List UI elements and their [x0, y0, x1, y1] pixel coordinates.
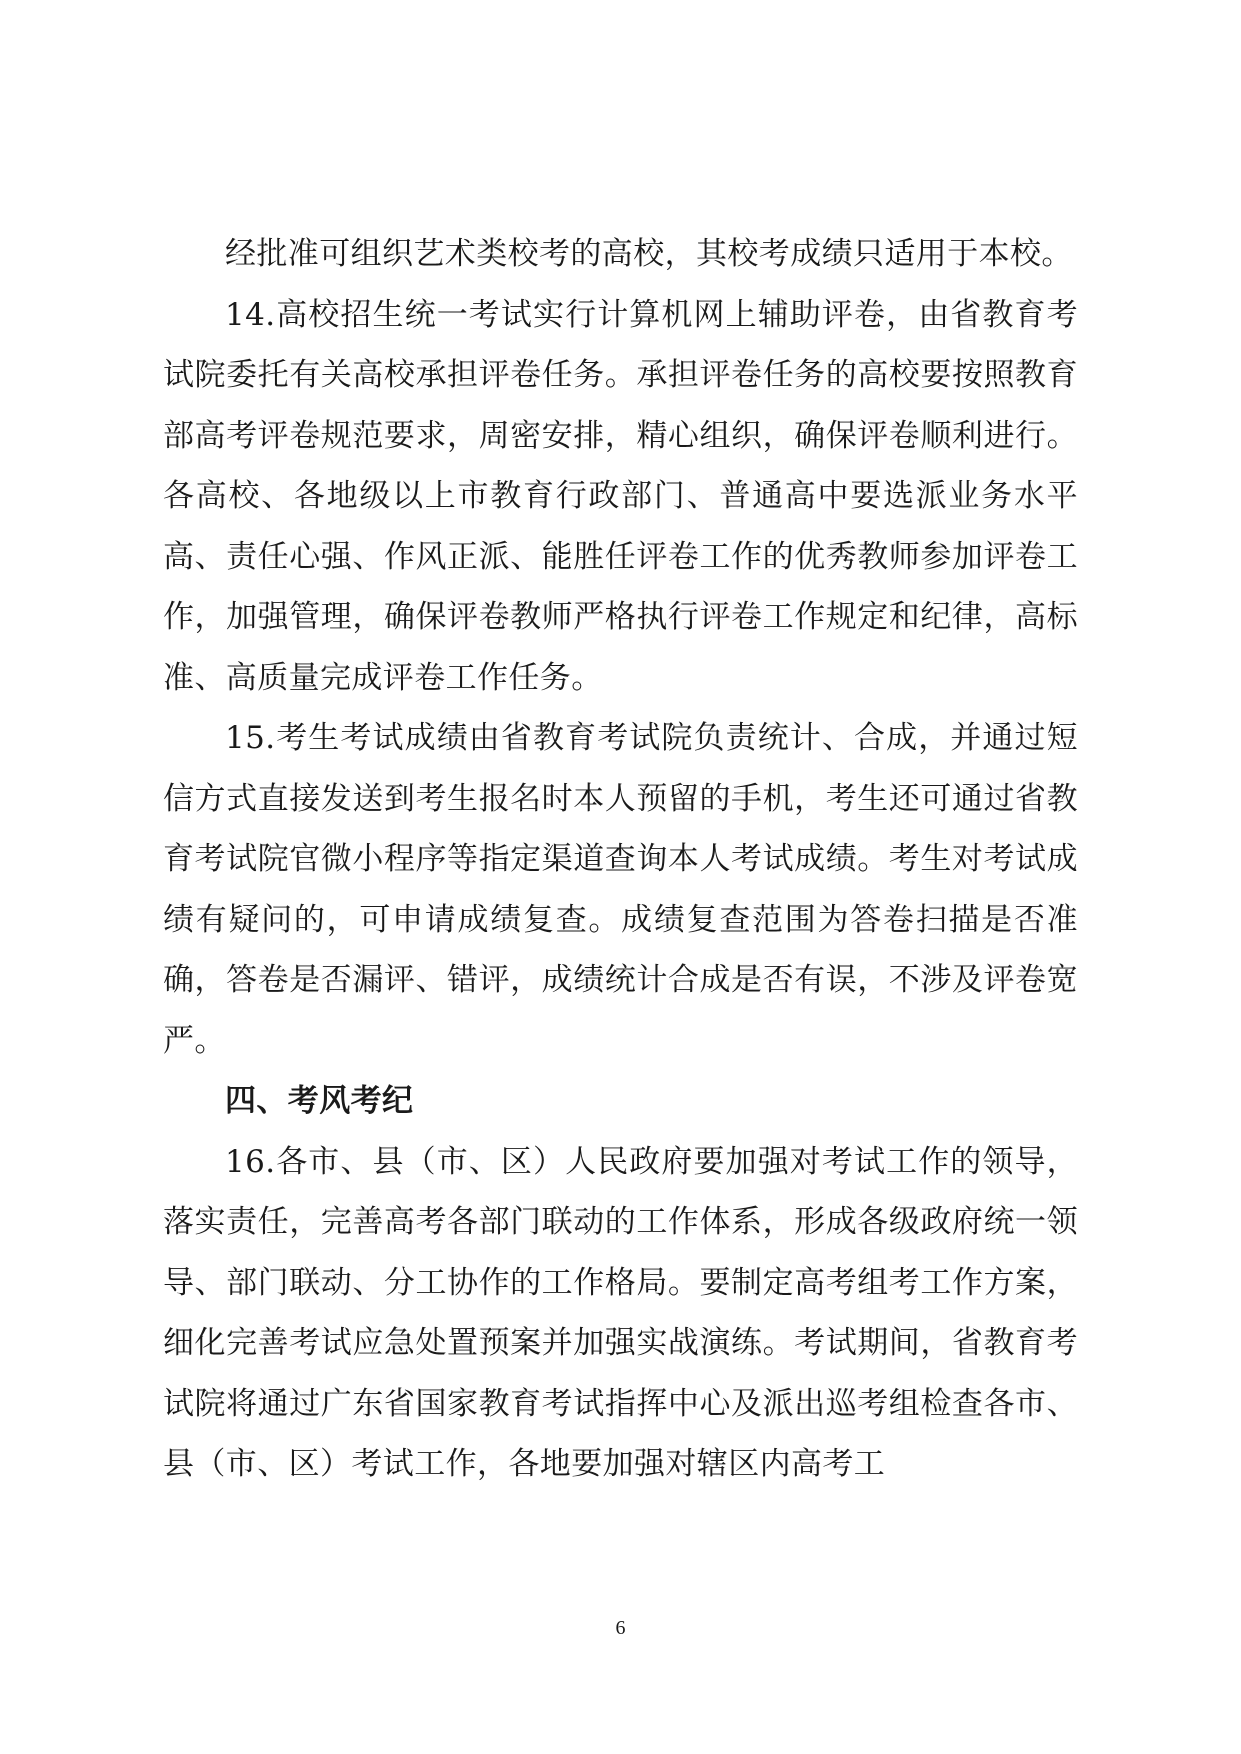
page-number: 6 [615, 1617, 626, 1639]
document-body [163, 224, 1078, 1495]
section-heading-exam-discipline: 四、考风考纪 [225, 1083, 414, 1119]
paragraph-15-scores: 15.考生考试成绩由省教育考试院负责统计、合成，并通过短信方式直接发送到考生报名时本人预留的手机，考生还可通过省教育考试院官微小程序等指定渠道查询本人考试成绩。考生对考试成绩有疑问的，可申请成绩复查。成绩复查范围为答卷扫描是否准确，答卷是否漏评、错评，成绩统计合成是否有误，不涉及评卷宽严。 [163, 720, 1078, 1059]
paragraph-16-government-leadership: 16.各市、县（市、区）人民政府要加强对考试工作的领导，落实责任，完善高考各部门联动的工作体系，形成各级政府统一领导、部门联动、分工协作的工作格局。要制定高考组考工作方案，细化完善考试应急处置预案并加强实战演练。考试期间，省教育考试院将通过广东省国家教育考试指挥中心及派出巡考组检查各市、县（市、区）考试工作，各地要加强对辖区内高考工 [163, 1143, 1078, 1482]
paragraph-art-exam-scores: 经批准可组织艺术类校考的高校，其校考成绩只适用于本校。 [225, 236, 1073, 272]
paragraph-14-marking: 14.高校招生统一考试实行计算机网上辅助评卷，由省教育考试院委托有关高校承担评卷任务。承担评卷任务的高校要按照教育部高考评卷规范要求，周密安排，精心组织，确保评卷顺利进行。各高校、各地级以上市教育行政部门、普通高中要选派业务水平高、责任心强、作风正派、能胜任评卷工作的优秀教师参加评卷工作，加强管理，确保评卷教师严格执行评卷工作规定和纪律，高标准、高质量完成评卷工作任务。 [163, 296, 1078, 696]
